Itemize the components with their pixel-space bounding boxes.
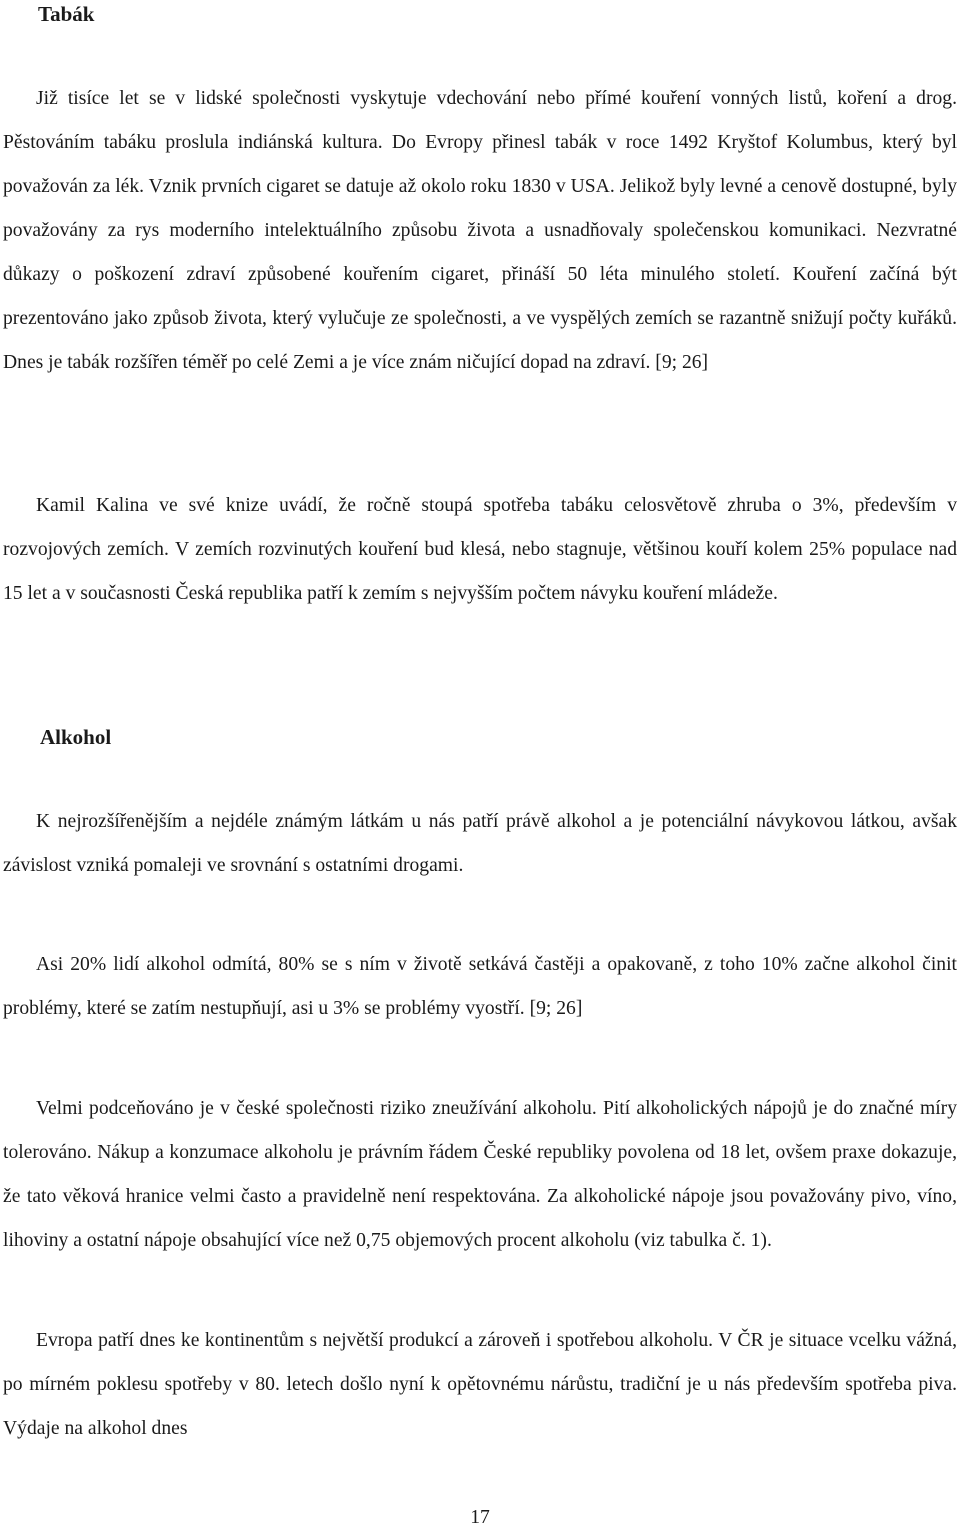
section-heading-alkohol: Alkohol	[40, 725, 112, 749]
section-heading-tabak: Tabák	[38, 2, 95, 26]
page-number: 17	[470, 1507, 490, 1528]
paragraph: K nejrozšířenějším a nejdéle známým látkám u nás patří právě alkohol a je potenciální návykovou látkou, avšak závislost vzniká pomaleji ve srovnání s ostatními drogami.	[3, 811, 957, 876]
paragraph: Velmi podceňováno je v české společnosti riziko zneužívání alkoholu. Pití alkoholických nápojů je do značné míry tolerováno. Nákup a konzumace alkoholu je právním řádem České republiky povolena od 18 let, ovšem praxe dokazuje, že tato věková hranice velmi často a pravidelně není respektována. Za alkoholické nápoje jsou považovány pivo, víno, lihoviny a ostatní nápoje obsahující více než 0,75 objemových procent alkoholu (viz tabulka č. 1).	[3, 1098, 957, 1251]
paragraph: Kamil Kalina ve své knize uvádí, že ročně stoupá spotřeba tabáku celosvětově zhruba o 3%, především v rozvojových zemích. V zemích rozvinutých kouření bud klesá, nebo stagnuje, většinou kouří kolem 25% populace nad 15 let a v současnosti Česká republika patří k zemím s nejvyšším počtem návyku kouření mládeže.	[3, 495, 957, 604]
paragraph: Asi 20% lidí alkohol odmítá, 80% se s ním v životě setkává častěji a opakovaně, z toho 10% začne alkohol činit problémy, které se zatím nestupňují, asi u 3% se problémy vyostří. [9; 26]	[3, 954, 957, 1019]
paragraph: Evropa patří dnes ke kontinentům s největší produkcí a zároveň i spotřebou alkoholu. V ČR je situace vcelku vážná, po mírném poklesu spotřeby v 80. letech došlo nyní k opětovnému nárůstu, tradiční je u nás především spotřeba piva. Výdaje na alkohol dnes	[3, 1330, 957, 1439]
paragraph: Již tisíce let se v lidské společnosti vyskytuje vdechování nebo přímé kouření vonných listů, koření a drog. Pěstováním tabáku proslula indiánská kultura. Do Evropy přinesl tabák v roce 1492 Kryštof Kolumbus, který byl považován za lék. Vznik prvních cigaret se datuje až okolo roku 1830 v USA. Jelikož byly levné a cenově dostupné, byly považovány za rys moderního intelektuálního způsobu života a usnadňovaly společenskou komunikaci. Nezvratné důkazy o poškození zdraví způsobené kouřením cigaret, přináší 50 léta minulého století. Kouření začíná být prezentováno jako způsob života, který vylučuje ze společnosti, a ve vyspělých zemích se razantně snižují počty kuřáků. Dnes je tabák rozšířen téměř po celé Zemi a je více znám ničující dopad na zdraví. [9; 26]	[3, 88, 957, 373]
